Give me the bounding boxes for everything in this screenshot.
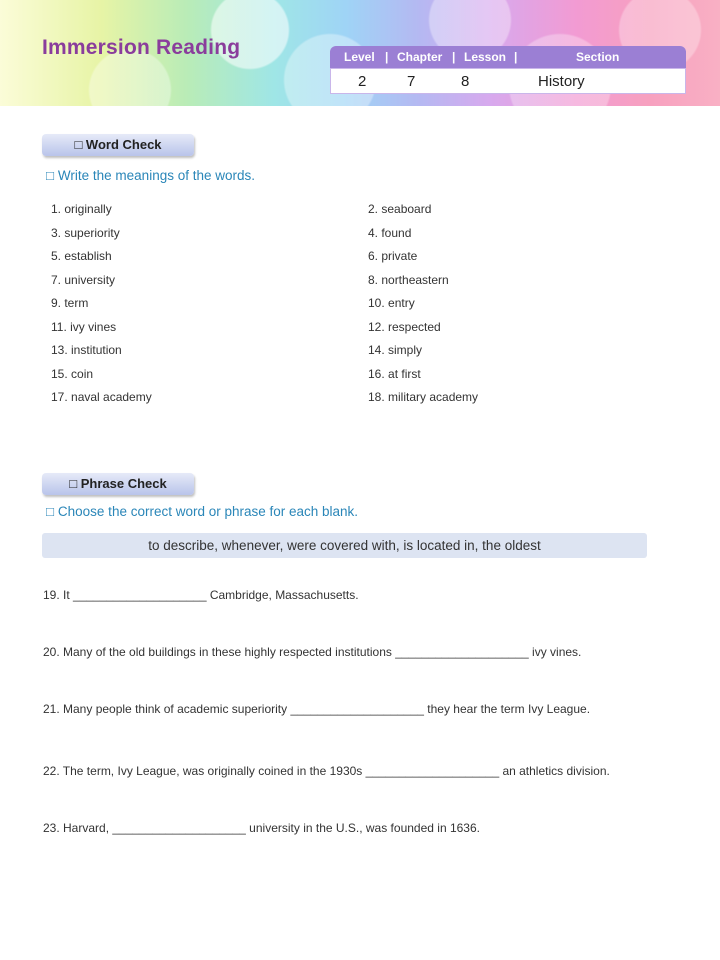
- phrase-check-instruction: □ Choose the correct word or phrase for each blank.: [46, 504, 359, 519]
- lesson-info-header: [330, 46, 686, 68]
- header-separator: |: [385, 50, 389, 64]
- word-item: 5. establish: [51, 249, 112, 263]
- question-item: 19. It ____________________ Cambridge, Massachusetts.: [43, 588, 359, 602]
- word-item: 16. at first: [368, 367, 421, 381]
- word-item: 11. ivy vines: [51, 320, 117, 334]
- word-item: 15. coin: [51, 367, 94, 381]
- header-separator: |: [514, 50, 518, 64]
- word-item: 14. simply: [368, 343, 423, 357]
- brand-title: Immersion Reading: [42, 36, 241, 59]
- lesson-header: Lesson: [464, 50, 507, 64]
- question-item: 21. Many people think of academic superiority ____________________ they hear the term Ivy League.: [43, 702, 591, 716]
- word-item: 3. superiority: [51, 226, 120, 240]
- question-item: 22. The term, Ivy League, was originally coined in the 1930s ____________________ an athletics division.: [43, 764, 610, 778]
- chapter-header: Chapter: [397, 50, 443, 64]
- chapter-value: 7: [407, 73, 416, 90]
- phrase-check-title: □ Phrase Check: [42, 473, 194, 495]
- level-header: Level: [344, 50, 375, 64]
- word-bank: to describe, whenever, were covered with, is located in, the oldest: [42, 533, 647, 558]
- question-item: 23. Harvard, ____________________ university in the U.S., was founded in 1636.: [43, 821, 480, 835]
- word-item: 6. private: [368, 249, 418, 263]
- question-item: 20. Many of the old buildings in these highly respected institutions ____________________ ivy vines.: [43, 645, 582, 659]
- word-item: 2. seaboard: [368, 202, 432, 216]
- word-item: 8. northeastern: [368, 273, 449, 287]
- word-item: 1. originally: [51, 202, 112, 216]
- word-item: 18. military academy: [368, 390, 479, 404]
- header-banner: [0, 0, 720, 106]
- header-separator: |: [452, 50, 456, 64]
- section-header: Section: [576, 50, 620, 64]
- word-check-title: □ Word Check: [42, 134, 194, 156]
- lesson-info-table: [330, 46, 686, 94]
- section-value: History: [538, 73, 585, 90]
- word-item: 17. naval academy: [51, 390, 152, 404]
- word-item: 10. entry: [368, 296, 415, 310]
- word-item: 7. university: [51, 273, 116, 287]
- word-check-instruction: □ Write the meanings of the words.: [46, 168, 255, 183]
- word-item: 9. term: [51, 296, 89, 310]
- word-item: 4. found: [368, 226, 412, 240]
- word-item: 13. institution: [51, 343, 122, 357]
- lesson-value: 8: [461, 73, 470, 90]
- level-value: 2: [358, 73, 367, 90]
- word-item: 12. respected: [368, 320, 441, 334]
- lesson-info-values: [330, 68, 686, 94]
